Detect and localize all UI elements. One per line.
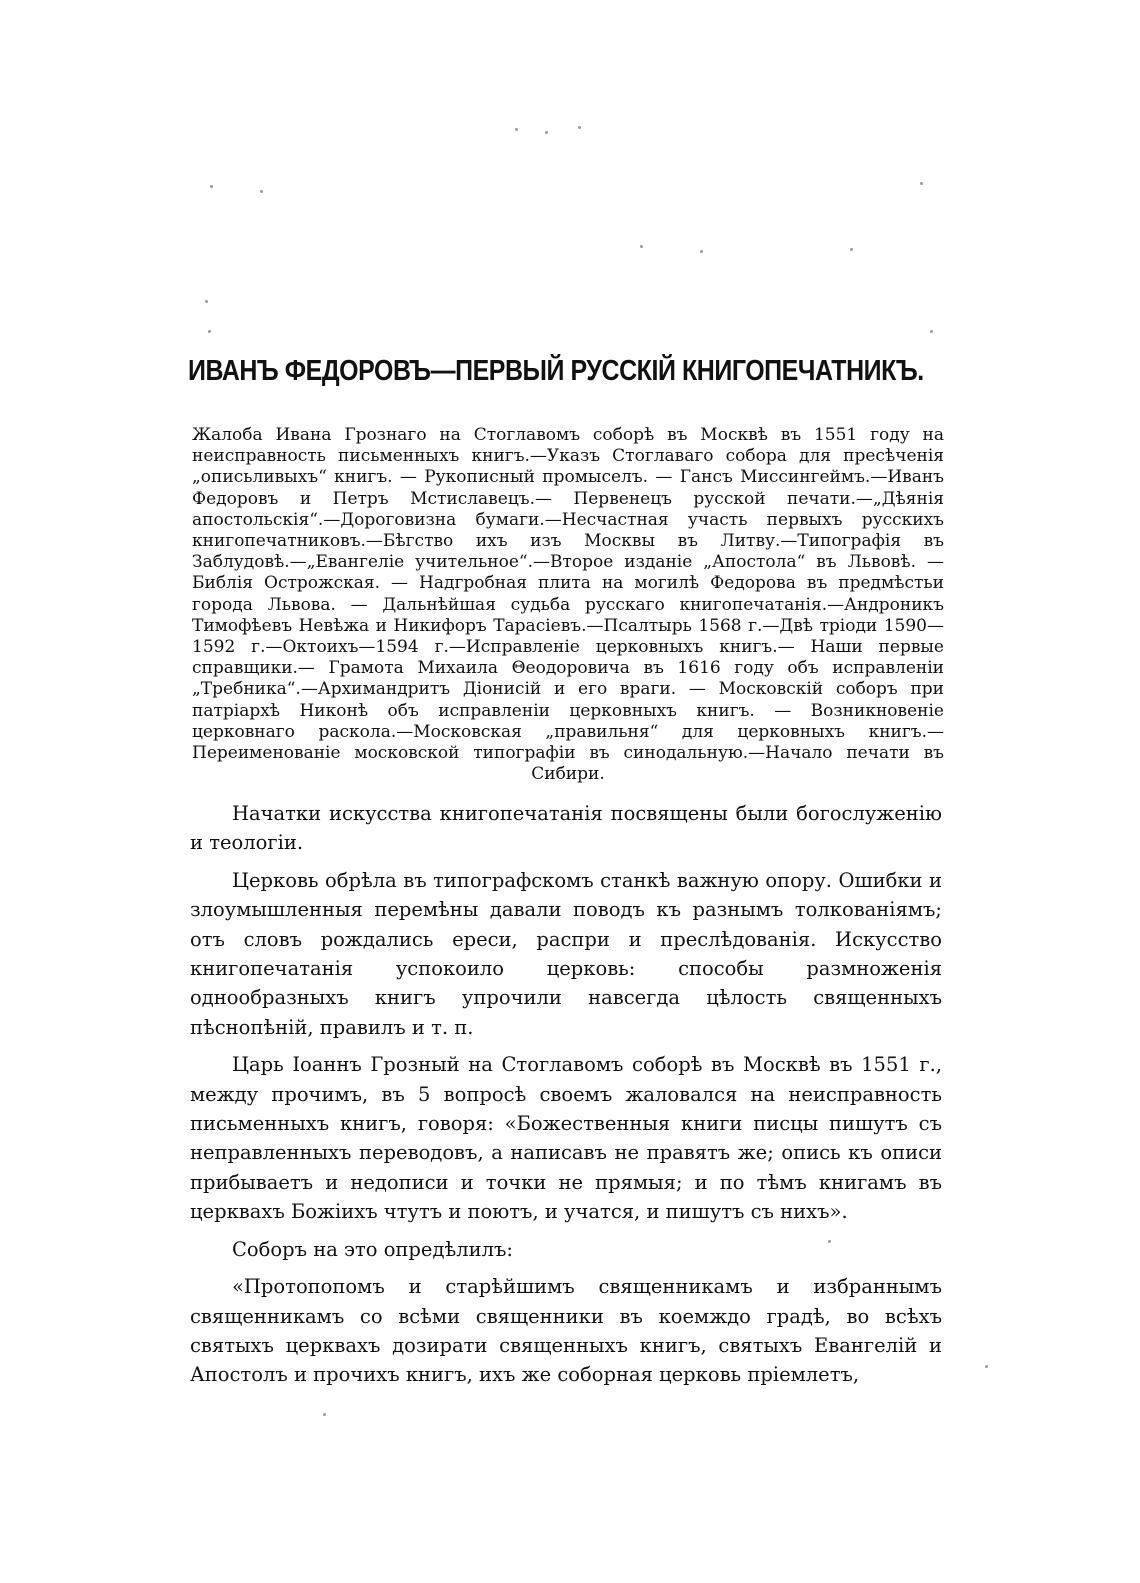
paragraph: Церковь обрѣла въ типографскомъ станкѣ важную опору. Ошибки и злоумышленныя перемѣны давали поводъ къ разнымъ толкованіямъ; отъ словъ рождались ереси, распри и преслѣдованія. Искусство книгопечатанія успокоило церковь: способы размноженія однообразныхъ книгъ упрочили навсегда цѣлость священныхъ пѣснопѣній, правилъ и т. п.	[190, 868, 942, 1039]
scan-speck	[515, 128, 518, 131]
scan-speck	[700, 250, 703, 253]
scan-speck	[578, 126, 581, 129]
scan-speck	[985, 1365, 988, 1368]
scan-speck	[260, 190, 263, 193]
chapter-title: ИВАНЪ ФЕДОРОВЪ—ПЕРВЫЙ РУССКІЙ КНИГОПЕЧАТНИКЪ.	[188, 355, 924, 387]
scan-speck	[208, 330, 211, 333]
scan-speck	[920, 182, 923, 185]
body-text	[190, 799, 942, 1390]
paragraph: Начатки искусства книгопечатанія посвящены были богослуженію и теологіи.	[190, 802, 942, 855]
paragraph: Царь Іоаннъ Грозный на Стоглавомъ соборѣ въ Москвѣ въ 1551 г., между прочимъ, въ 5 вопросѣ своемъ жаловался на неисправность письменныхъ книгъ, говоря: «Божественныя книги писцы пишутъ съ неправленныхъ переводовъ, а написавъ не правятъ же; опись къ описи прибываетъ и недописи и точки не прямыя; и по тѣмъ книгамъ въ церквахъ Божіихъ чтутъ и поютъ, и учатся, и пишутъ съ нихъ».	[190, 1053, 942, 1224]
paragraph: Соборъ на это опредѣлилъ:	[232, 1237, 513, 1261]
chapter-summary: Жалоба Ивана Грознаго на Стоглавомъ соборѣ въ Москвѣ въ 1551 году на неисправность письменныхъ книгъ.—Указъ Стоглаваго собора для пресѣченія „описьливыхъ“ книгъ. — Рукописный промыселъ. — Гансъ Миссингеймъ.—Иванъ Федоровъ и Петръ Мстиславецъ.— Первенецъ русской печати.—„Дѣянія апостольскія“.—Дороговизна бумаги.—Несчастная участь первыхъ русскихъ книгопечатниковъ.—Бѣгство ихъ изъ Москвы въ Литву.—Типографія въ Заблудовѣ.—„Евангеліе учительное“.—Второе изданіе „Апостола“ въ Львовѣ. — Библія Острожская. — Надгробная плита на могилѣ Федорова въ предмѣстьи города Львова. — Дальнѣйшая судьба русскаго книгопечатанія.—Андроникъ Тимофѣевъ Невѣжа и Никифоръ Тарасіевъ.—Псалтырь 1568 г.—Двѣ тріоди 1590—1592 г.—Октоихъ—1594 г.—Исправленіе церковныхъ книгъ.— Наши первые справщики.— Грамота Михаила Θеодоровича въ 1616 году объ исправленіи „Требника“.—Архимандритъ Діонисій и его враги. — Московскій соборъ при патріархѣ Никонѣ объ исправленіи церковныхъ книгъ. — Возникновеніе церковнаго раскола.—Московская „правильня“ для церковныхъ книгъ.—Переименованіе московской типографіи въ синодальную.—Начало печати въ Сибири.	[192, 425, 944, 785]
scan-speck	[210, 185, 213, 188]
paragraph: «Протопопомъ и старѣйшимъ священникамъ и избраннымъ священникамъ со всѣми священники въ коемждо градѣ, во всѣхъ святыхъ церквахъ дозирати священныхъ книгъ, святыхъ Евангелій и Апостолъ и прочихъ книгъ, ихъ же соборная церковь пріемлетъ,	[190, 1275, 942, 1387]
scan-speck	[930, 330, 933, 333]
scan-speck	[640, 245, 643, 248]
scan-speck	[850, 248, 853, 251]
scan-speck	[205, 300, 208, 303]
scan-speck	[323, 1413, 326, 1416]
scan-speck	[545, 131, 548, 134]
